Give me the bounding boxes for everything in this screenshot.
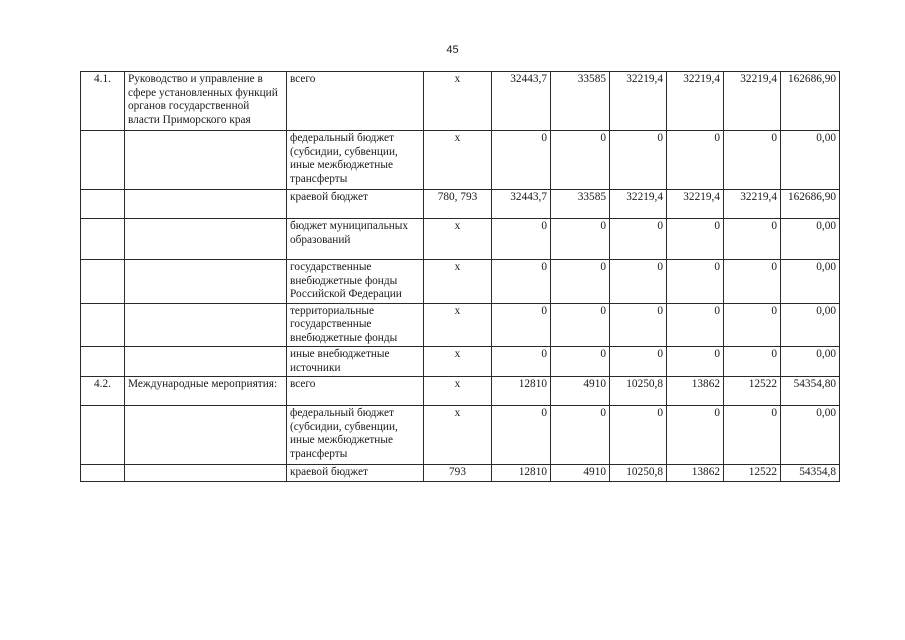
value-total: 54354,8 xyxy=(781,465,840,482)
table-row xyxy=(81,465,840,482)
funding-source: федеральный бюджет (субсидии, субвенции, иные межбюджетные трансферты xyxy=(287,131,424,190)
value-year-2: 33585 xyxy=(551,72,610,131)
table-row xyxy=(81,72,840,131)
value-total: 0,00 xyxy=(781,260,840,304)
value-year-1: 0 xyxy=(492,303,551,347)
row-number xyxy=(81,131,125,190)
budget-code: 793 xyxy=(424,465,492,482)
funding-source: всего xyxy=(287,72,424,131)
value-year-1: 0 xyxy=(492,131,551,190)
funding-source: иные внебюджетные источники xyxy=(287,347,424,377)
row-number xyxy=(81,406,125,465)
value-year-5: 0 xyxy=(724,219,781,260)
row-name: Руководство и управление в сфере установленных функций органов государственной власти Приморского края xyxy=(125,72,287,131)
row-number xyxy=(81,190,125,219)
row-name xyxy=(125,131,287,190)
value-year-3: 0 xyxy=(610,219,667,260)
value-year-3: 0 xyxy=(610,260,667,304)
value-year-3: 32219,4 xyxy=(610,190,667,219)
value-year-5: 12522 xyxy=(724,377,781,406)
budget-code: х xyxy=(424,406,492,465)
table-row xyxy=(81,377,840,406)
budget-code: х xyxy=(424,260,492,304)
value-year-2: 0 xyxy=(551,406,610,465)
row-name xyxy=(125,219,287,260)
value-total: 0,00 xyxy=(781,303,840,347)
value-year-3: 10250,8 xyxy=(610,465,667,482)
value-year-4: 0 xyxy=(667,303,724,347)
value-year-2: 0 xyxy=(551,131,610,190)
budget-code: х xyxy=(424,377,492,406)
value-year-3: 32219,4 xyxy=(610,72,667,131)
row-number xyxy=(81,260,125,304)
budget-code: х xyxy=(424,219,492,260)
value-year-4: 13862 xyxy=(667,465,724,482)
value-total: 0,00 xyxy=(781,219,840,260)
table-row xyxy=(81,347,840,377)
row-number xyxy=(81,347,125,377)
value-year-2: 33585 xyxy=(551,190,610,219)
value-total: 0,00 xyxy=(781,406,840,465)
row-name xyxy=(125,347,287,377)
page-number: 45 xyxy=(446,44,459,56)
budget-code: х xyxy=(424,303,492,347)
value-year-4: 0 xyxy=(667,406,724,465)
value-year-2: 4910 xyxy=(551,377,610,406)
value-total: 0,00 xyxy=(781,131,840,190)
row-name xyxy=(125,406,287,465)
value-total: 0,00 xyxy=(781,347,840,377)
row-name xyxy=(125,190,287,219)
value-year-5: 32219,4 xyxy=(724,72,781,131)
value-year-3: 10250,8 xyxy=(610,377,667,406)
value-total: 54354,80 xyxy=(781,377,840,406)
value-year-3: 0 xyxy=(610,131,667,190)
funding-source: федеральный бюджет (субсидии, субвенции, иные межбюджетные трансферты xyxy=(287,406,424,465)
row-name xyxy=(125,465,287,482)
budget-code: 780, 793 xyxy=(424,190,492,219)
row-number xyxy=(81,303,125,347)
row-name xyxy=(125,260,287,304)
funding-source: бюджет муниципальных образований xyxy=(287,219,424,260)
funding-source: территориальные государственные внебюджетные фонды xyxy=(287,303,424,347)
value-year-5: 0 xyxy=(724,303,781,347)
value-year-3: 0 xyxy=(610,303,667,347)
value-year-2: 0 xyxy=(551,260,610,304)
value-year-4: 32219,4 xyxy=(667,72,724,131)
value-year-1: 0 xyxy=(492,219,551,260)
row-number xyxy=(81,465,125,482)
row-name xyxy=(125,303,287,347)
budget-table xyxy=(80,71,840,482)
budget-code: х xyxy=(424,72,492,131)
value-total: 162686,90 xyxy=(781,72,840,131)
value-year-5: 32219,4 xyxy=(724,190,781,219)
funding-source: всего xyxy=(287,377,424,406)
value-year-4: 0 xyxy=(667,219,724,260)
value-year-5: 0 xyxy=(724,131,781,190)
value-year-4: 0 xyxy=(667,347,724,377)
table-row xyxy=(81,190,840,219)
table-row xyxy=(81,303,840,347)
value-year-4: 13862 xyxy=(667,377,724,406)
budget-table-body xyxy=(81,72,840,482)
value-year-2: 0 xyxy=(551,303,610,347)
value-year-2: 0 xyxy=(551,347,610,377)
table-row xyxy=(81,131,840,190)
funding-source: краевой бюджет xyxy=(287,465,424,482)
value-year-1: 32443,7 xyxy=(492,190,551,219)
budget-code: х xyxy=(424,131,492,190)
value-year-3: 0 xyxy=(610,406,667,465)
value-year-4: 0 xyxy=(667,260,724,304)
row-number xyxy=(81,219,125,260)
value-year-3: 0 xyxy=(610,347,667,377)
value-year-1: 0 xyxy=(492,260,551,304)
funding-source: краевой бюджет xyxy=(287,190,424,219)
value-year-5: 0 xyxy=(724,406,781,465)
value-year-4: 0 xyxy=(667,131,724,190)
value-year-5: 12522 xyxy=(724,465,781,482)
table-row xyxy=(81,260,840,304)
value-year-1: 12810 xyxy=(492,377,551,406)
table-row xyxy=(81,406,840,465)
value-year-2: 0 xyxy=(551,219,610,260)
row-number: 4.2. xyxy=(81,377,125,406)
value-year-1: 32443,7 xyxy=(492,72,551,131)
budget-code: х xyxy=(424,347,492,377)
row-name: Международные мероприятия: xyxy=(125,377,287,406)
funding-source: государственные внебюджетные фонды Российской Федерации xyxy=(287,260,424,304)
value-year-1: 12810 xyxy=(492,465,551,482)
value-year-5: 0 xyxy=(724,347,781,377)
value-year-1: 0 xyxy=(492,347,551,377)
value-total: 162686,90 xyxy=(781,190,840,219)
value-year-2: 4910 xyxy=(551,465,610,482)
value-year-4: 32219,4 xyxy=(667,190,724,219)
table-row xyxy=(81,219,840,260)
value-year-1: 0 xyxy=(492,406,551,465)
row-number: 4.1. xyxy=(81,72,125,131)
value-year-5: 0 xyxy=(724,260,781,304)
